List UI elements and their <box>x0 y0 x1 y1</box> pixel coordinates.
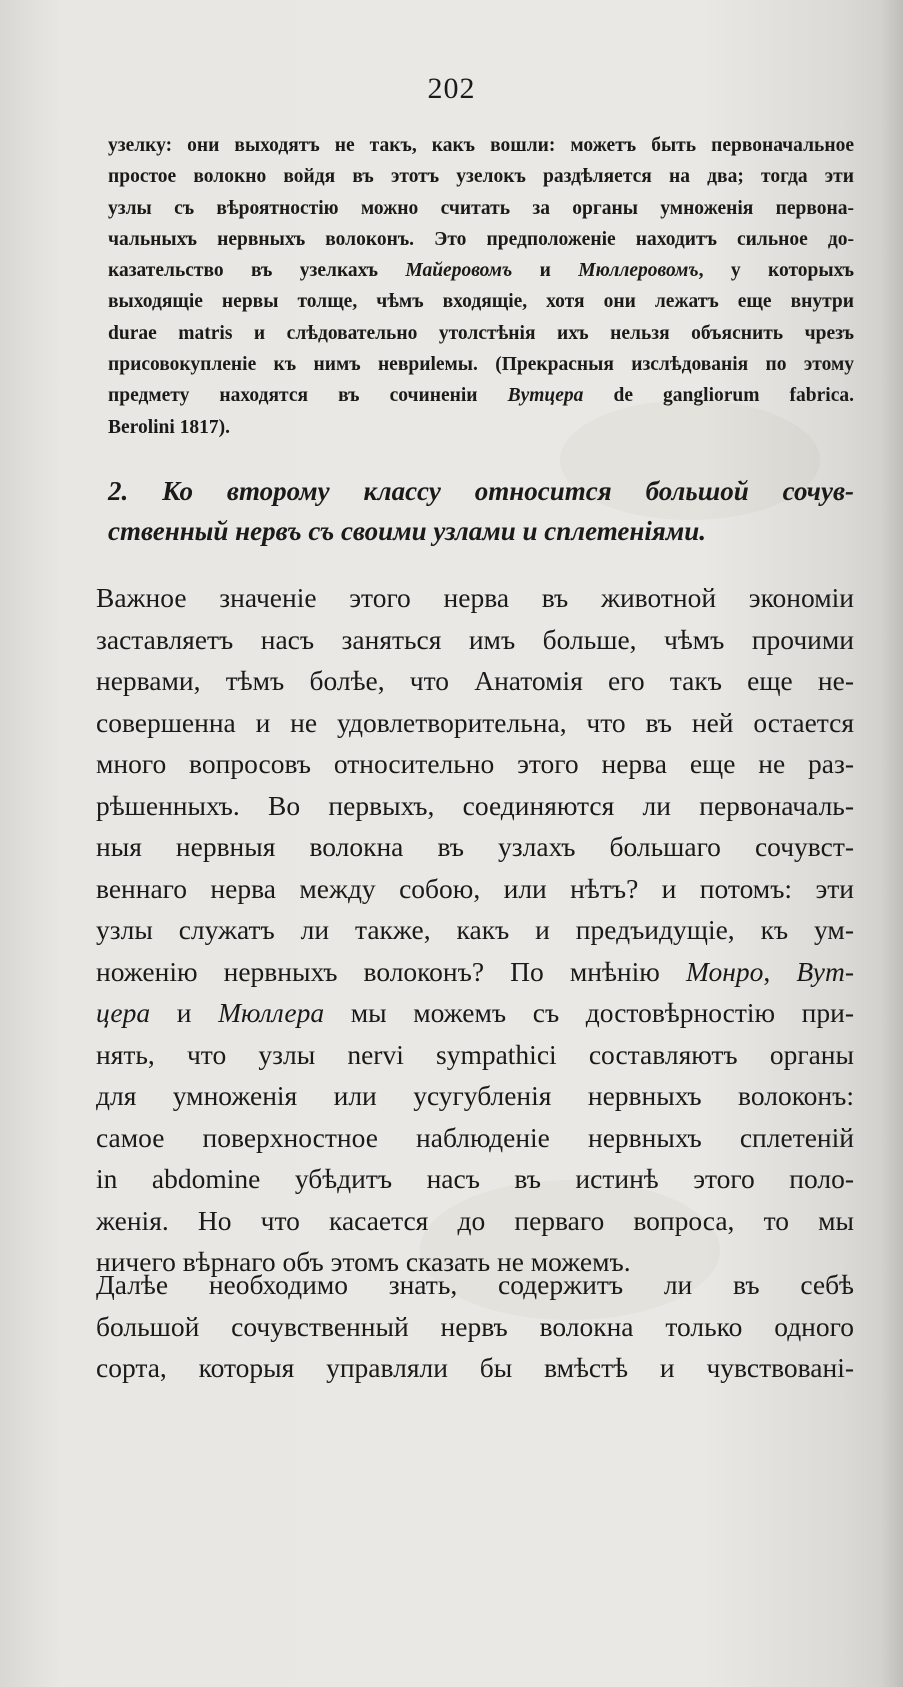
heading-line: 2. Ко второму классу относится большой сочув- <box>108 476 854 506</box>
text-line: Далѣе необходимо знать, содержитъ ли въ себѣ <box>96 1269 854 1300</box>
text-line: совершенна и не удовлетворительна, что въ ней остается <box>96 706 854 738</box>
text-line: узлы съ вѣроятностію можно считать за органы умноженія первона- <box>108 197 854 219</box>
text-run: казательство въ узелкахъ <box>108 260 406 282</box>
author-name: Мюллеровомъ <box>578 260 699 282</box>
author-name: Мюллера <box>218 997 325 1028</box>
text-line <box>96 951 854 993</box>
section-heading <box>108 471 854 551</box>
text-line: узелку: они выходятъ не такъ, какъ вошли: можетъ быть первоначальное <box>108 135 854 156</box>
text-run: de gangliorum fabrica. <box>583 385 854 407</box>
author-name: Вутцера <box>507 385 584 407</box>
author-name: Монро <box>685 955 764 987</box>
author-name: Вут- <box>796 955 854 987</box>
text-run: , у которыхъ <box>698 260 854 282</box>
text-line: Важное значеніе этого нерва въ животной экономіи <box>96 582 854 613</box>
text-line: durae matris и слѣдовательно утолстѣнія ихъ нельзя объяснить чрезъ <box>108 322 854 344</box>
paragraph-small-print <box>108 130 854 443</box>
text-line: для умноженія или усугубленія нервныхъ волоконъ: <box>96 1080 854 1111</box>
text-line: простое волокно войдя въ этотъ узелокъ раздѣляется на два; тогда эти <box>108 166 854 188</box>
text-line: Berolini 1817). <box>108 416 231 438</box>
text-run: мы можемъ съ достовѣрностію при- <box>324 997 855 1028</box>
page-number: 202 <box>427 72 476 105</box>
text-line: нервами, тѣмъ болѣе, что Анатомія его такъ еще не- <box>96 665 854 696</box>
text-line <box>108 255 854 286</box>
text-line: много вопросовъ относительно этого нерва еще не раз- <box>96 748 854 779</box>
text-line: ныя нервныя волокна въ узлахъ большаго сочувст- <box>96 831 854 862</box>
text-run: ноженію нервныхъ волоконъ? По мнѣнію <box>96 955 686 987</box>
text-run: и <box>150 997 219 1028</box>
text-line: чальныхъ нервныхъ волоконъ. Это предположеніе находитъ сильное до- <box>108 228 854 250</box>
text-line: веннаго нерва между собою, или нѣтъ? и потомъ: эти <box>96 872 854 904</box>
text-line <box>96 992 854 1034</box>
text-run: и <box>512 260 579 282</box>
text-line: самое поверхностное наблюденіе нервныхъ сплетеній <box>96 1121 854 1153</box>
author-name: Майеровомъ <box>405 260 513 282</box>
text-line: большой сочувственный нервъ волокна только одного <box>96 1310 854 1342</box>
heading-line: ственный нервъ съ своими узлами и сплетеніями. <box>108 516 707 546</box>
text-line: ничего вѣрнаго объ этомъ сказать не можемъ. <box>96 1246 631 1277</box>
page-gutter-shadow <box>881 0 903 1687</box>
text-line: узлы служатъ ли также, какъ и предъидущіе, къ ум- <box>96 914 854 945</box>
paragraph-body <box>96 1264 854 1389</box>
author-name: цера <box>96 997 151 1028</box>
text-line: рѣшенныхъ. Во первыхъ, соединяются ли первоначаль- <box>96 789 854 821</box>
text-line: in abdomine убѣдитъ насъ въ истинѣ этого поло- <box>96 1163 854 1194</box>
text-run: предмету находятся въ сочиненіи <box>108 385 508 407</box>
text-line: выходящіе нервы толще, чѣмъ входящіе, хотя они лежатъ еще внутри <box>108 291 854 313</box>
text-line: присовокупленіе къ нимъ невриlемы. (Прекрасныя изслѣдованія по этому <box>108 354 854 376</box>
text-run: , <box>763 955 797 987</box>
text-line: заставляетъ насъ заняться имъ больше, чѣмъ прочими <box>96 623 854 655</box>
paragraph-body <box>96 577 854 1283</box>
text-line <box>108 380 854 411</box>
text-line: нять, что узлы nervi sympathici составляютъ органы <box>96 1038 854 1070</box>
text-line: женія. Но что касается до перваго вопроса, то мы <box>96 1204 854 1236</box>
text-line: сорта, которыя управляли бы вмѣстѣ и чувствовані- <box>96 1352 854 1383</box>
